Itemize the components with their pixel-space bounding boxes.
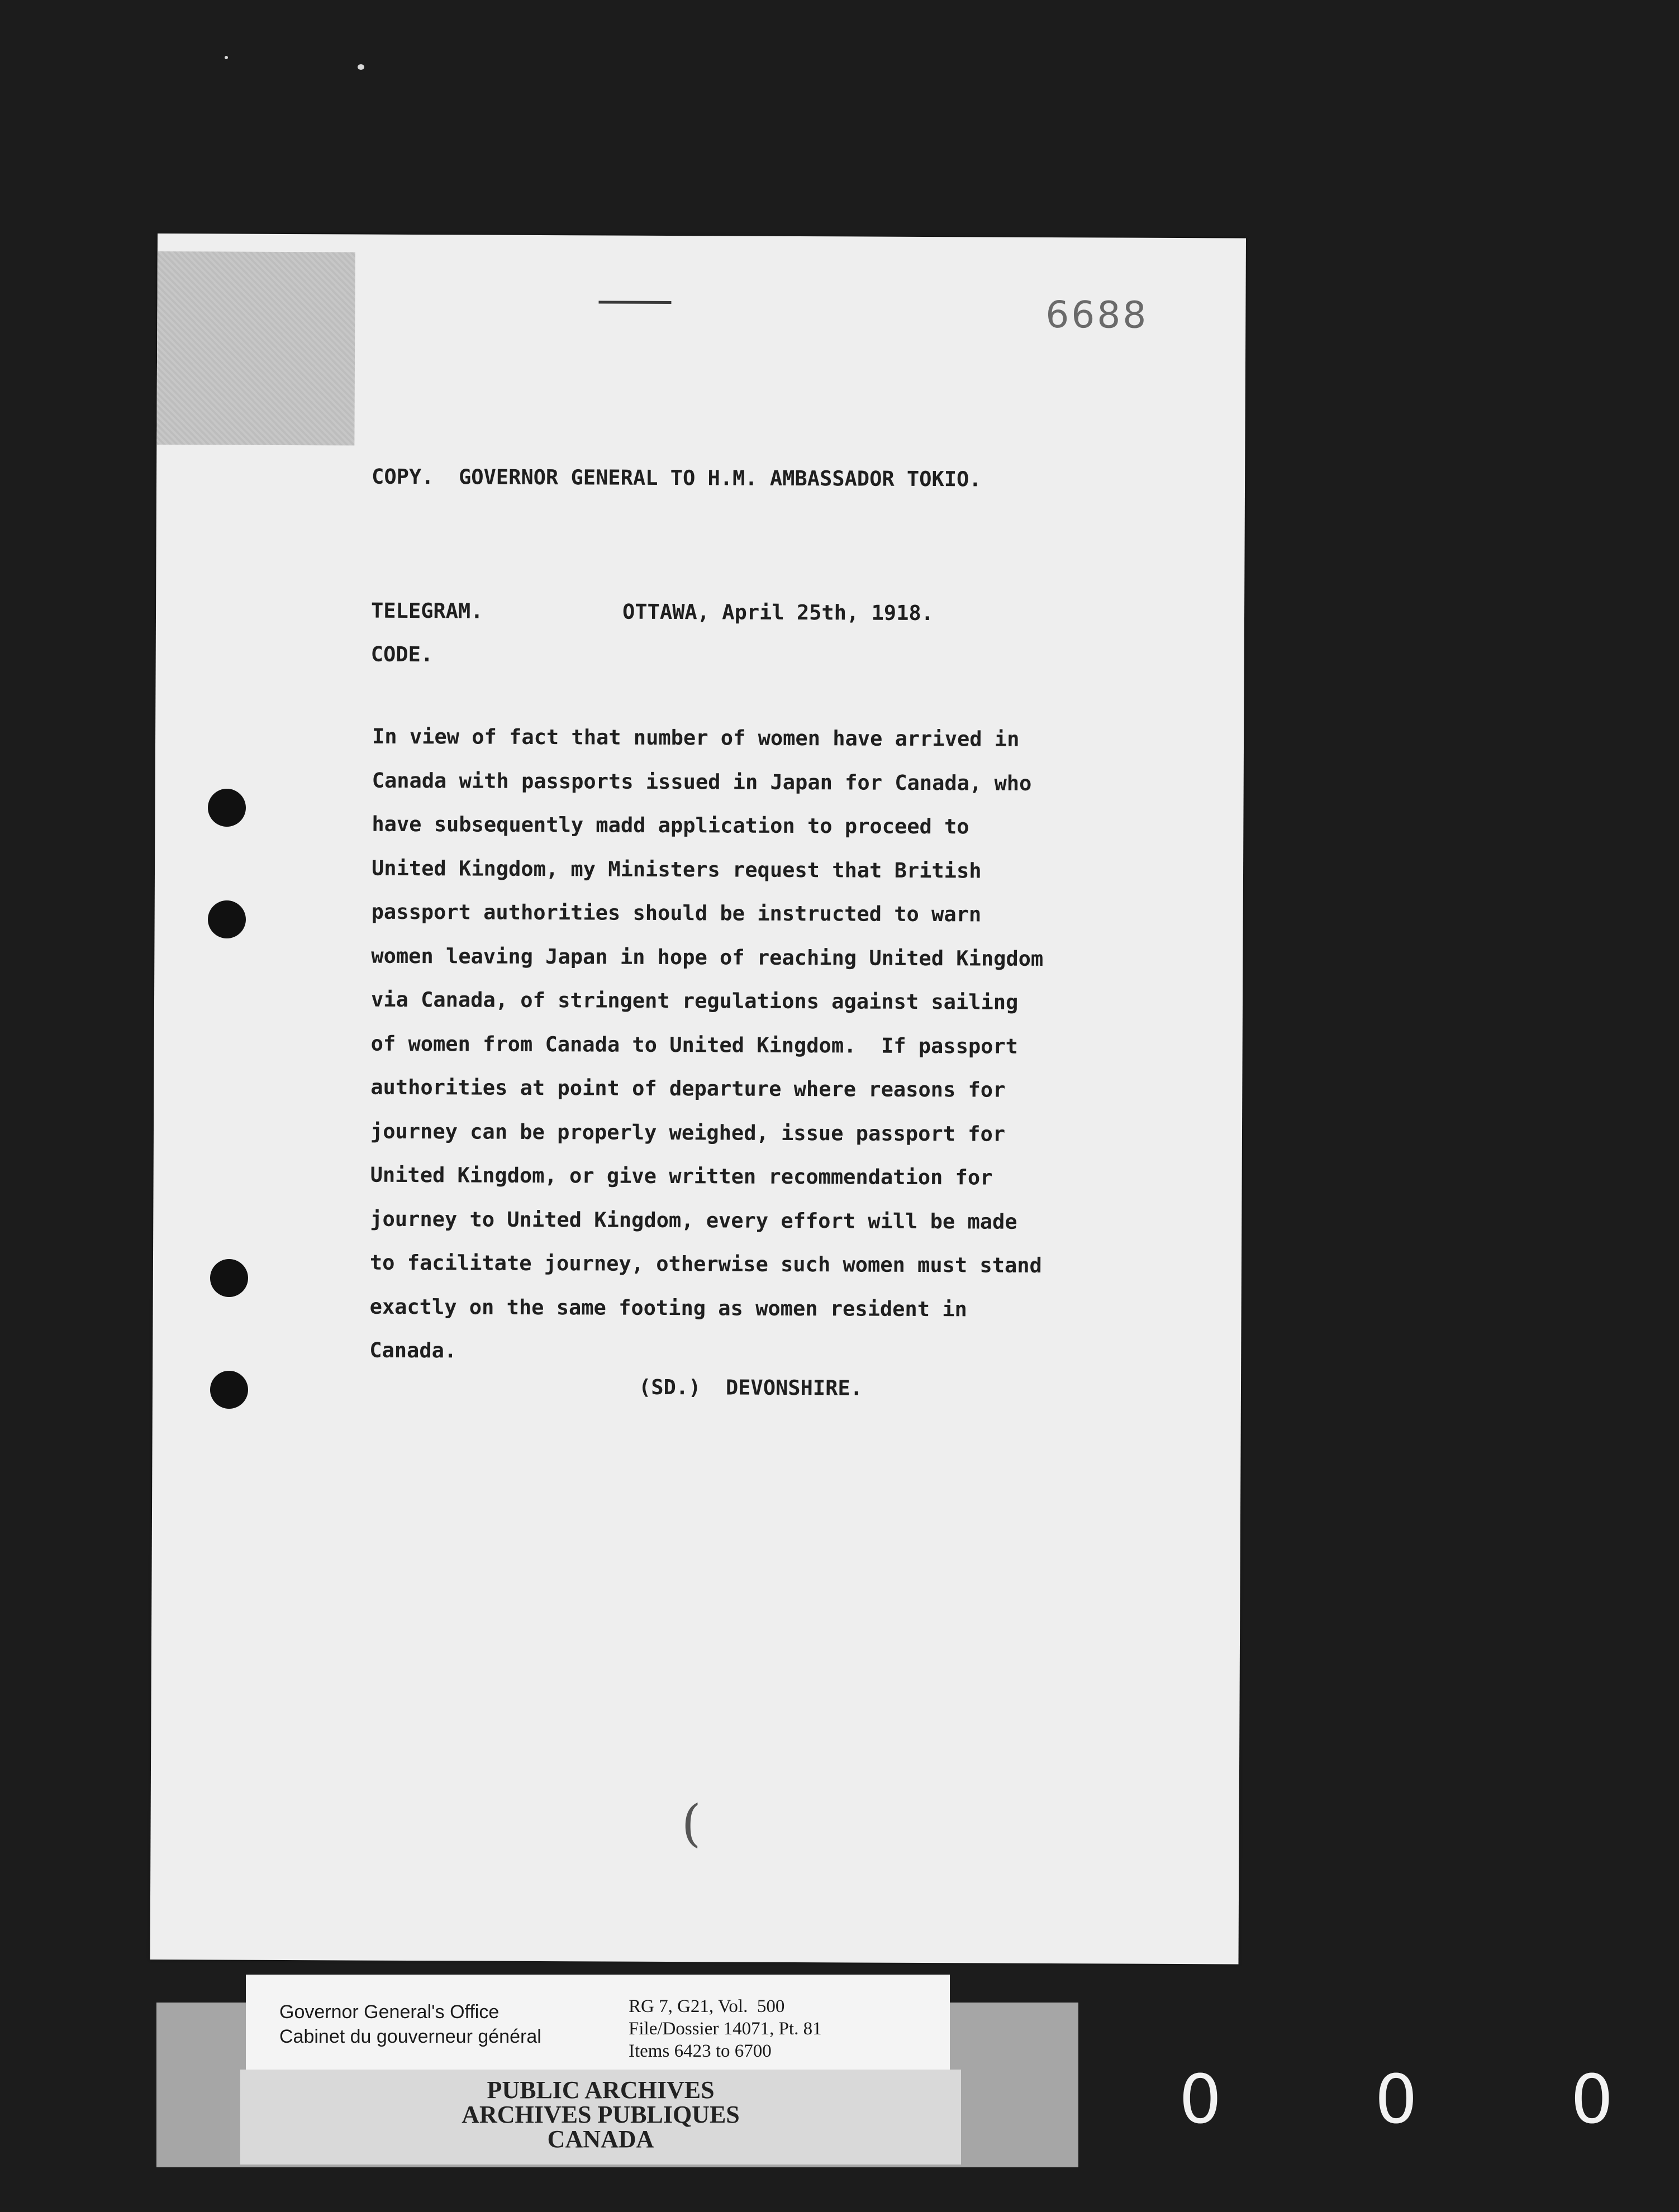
body-line: to facilitate journey, otherwise such women must stand <box>369 1250 1042 1277</box>
reference-line: RG 7, G21, Vol. 500 <box>629 1996 785 2016</box>
gray-tab-block <box>156 251 355 446</box>
body-line: have subsequently madd application to proceed to <box>372 812 969 839</box>
document-number: 6688 <box>1045 293 1149 337</box>
stray-mark: ( <box>681 1794 701 1853</box>
office-french: Cabinet du gouverneur général <box>279 2026 541 2047</box>
body-line: women leaving Japan in hope of reaching United Kingdom <box>371 943 1044 971</box>
body-line: journey can be properly weighed, issue passport for <box>370 1119 1006 1146</box>
pen-mark <box>598 301 671 304</box>
archives-stamp <box>240 2078 961 2152</box>
punch-hole <box>210 1371 248 1409</box>
body-line: United Kingdom, my Ministers request that British <box>371 856 982 883</box>
stamp-line: CANADA <box>547 2125 654 2153</box>
stamp-line: ARCHIVES PUBLIQUES <box>462 2101 740 2128</box>
punch-hole <box>208 789 246 827</box>
code-label: CODE. <box>370 642 434 667</box>
document-page <box>150 233 1246 1964</box>
body-line: In view of fact that number of women have arrived in <box>372 724 1020 751</box>
body-line: journey to United Kingdom, every effort will be made <box>370 1207 1017 1234</box>
punch-hole <box>208 900 246 938</box>
reference-line: Items 6423 to 6700 <box>629 2041 772 2061</box>
office-english: Governor General's Office <box>279 2001 500 2023</box>
frame-counter: 0 0 0 <box>1179 2061 1679 2139</box>
body-line: of women from Canada to United Kingdom. If passport <box>370 1031 1019 1059</box>
body-line: Canada with passports issued in Japan for Canada, who <box>372 768 1032 795</box>
stamp-line: PUBLIC ARCHIVES <box>487 2076 715 2104</box>
film-speck <box>358 64 364 70</box>
body-line: passport authorities should be instructed to warn <box>371 899 982 927</box>
reference-line: File/Dossier 14071, Pt. 81 <box>629 2019 822 2039</box>
film-speck <box>225 56 228 59</box>
place-date: OTTAWA, April 25th, 1918. <box>622 599 934 626</box>
body-line: United Kingdom, or give written recommendation for <box>370 1162 993 1190</box>
punch-hole <box>210 1259 248 1297</box>
archive-reference <box>629 1995 822 2062</box>
body-line: via Canada, of stringent regulations against sailing <box>370 987 1019 1014</box>
body-line: authorities at point of departure where reasons for <box>370 1075 1006 1102</box>
telegram-body <box>369 715 1154 1376</box>
body-line: exactly on the same footing as women resident in <box>369 1294 967 1321</box>
office-names <box>279 2000 541 2049</box>
document-heading: COPY. GOVERNOR GENERAL TO H.M. AMBASSADOR TOKIO. <box>372 464 982 492</box>
signature: (SD.) DEVONSHIRE. <box>638 1375 863 1400</box>
body-line: Canada. <box>369 1338 457 1363</box>
telegram-label: TELEGRAM. <box>370 598 483 623</box>
